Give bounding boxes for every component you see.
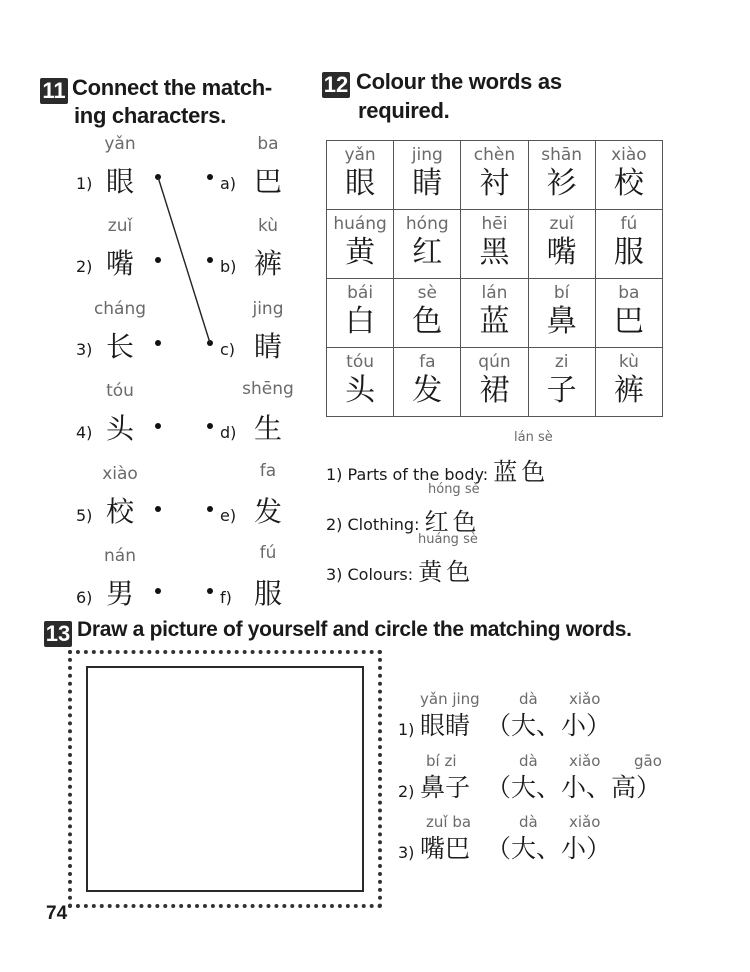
right-letter: c): [220, 340, 236, 359]
cell-char: 睛: [412, 166, 443, 201]
cell-char: 裤: [613, 373, 644, 408]
cell-char: 黑: [479, 235, 510, 270]
cell-char: 子: [546, 373, 577, 408]
drawing-area[interactable]: [86, 666, 364, 892]
right-pinyin: jing: [252, 299, 284, 319]
question-1-answer: 蓝色: [493, 458, 550, 486]
choice-pinyin: dà: [519, 690, 538, 708]
choice-pinyin: xiǎo: [569, 752, 601, 770]
exercise-11-title-line1: Connect the match-: [72, 75, 272, 100]
right-letter: f): [220, 588, 232, 607]
page-number: 74: [46, 903, 68, 924]
cell-char: 发: [412, 373, 443, 408]
grid-cell[interactable]: [528, 279, 595, 348]
item-word: 眼睛: [420, 711, 471, 740]
cell-char: 巴: [613, 304, 644, 339]
cell-char: 服: [613, 235, 644, 270]
exercise-13-number: 13: [45, 621, 71, 646]
grid-cell[interactable]: [528, 141, 595, 210]
cell-pinyin: jing: [411, 145, 443, 165]
item-choices[interactable]: （大、小）: [486, 834, 612, 863]
cell-char: 红: [412, 235, 443, 270]
word-pinyin: zuǐ ba: [426, 813, 472, 831]
cell-char: 校: [613, 166, 644, 201]
grid-cell[interactable]: [327, 210, 394, 279]
cell-char: 白: [345, 304, 376, 339]
left-pinyin: nán: [104, 546, 136, 566]
grid-cell[interactable]: [327, 141, 394, 210]
left-char: 校: [105, 495, 134, 528]
grid-cell[interactable]: [394, 141, 461, 210]
exercise-11-title-line2: ing characters.: [74, 103, 227, 128]
left-char: 眼: [105, 165, 134, 198]
cell-char: 鼻: [546, 304, 577, 339]
cell-char: 黄: [345, 235, 376, 270]
grid-row: [327, 279, 663, 348]
right-pinyin: fa: [259, 461, 277, 481]
grid-cell[interactable]: [595, 210, 662, 279]
grid-cell[interactable]: [461, 141, 528, 210]
cell-pinyin: hēi: [481, 214, 508, 234]
left-pinyin: tóu: [106, 381, 134, 401]
cell-char: 嘴: [546, 235, 577, 270]
left-pinyin: yǎn: [104, 134, 136, 154]
left-number: 3): [76, 340, 93, 359]
cell-pinyin: zi: [554, 352, 569, 372]
grid-cell[interactable]: [528, 210, 595, 279]
right-pinyin: kù: [257, 216, 279, 236]
cell-char: 衬: [479, 166, 510, 201]
item-number: 2): [398, 782, 415, 801]
question-3: [326, 552, 474, 587]
grid-cell[interactable]: [461, 348, 528, 417]
left-number: 4): [76, 423, 93, 442]
grid-cell[interactable]: [461, 279, 528, 348]
question-2-answer: 红色: [424, 508, 481, 536]
right-pinyin: shēng: [242, 379, 294, 399]
cell-char: 眼: [345, 166, 376, 201]
item-number: 1): [398, 720, 415, 739]
right-char: 睛: [253, 330, 282, 363]
grid-cell[interactable]: [327, 279, 394, 348]
cell-pinyin: sè: [417, 283, 437, 303]
exercise-11-number: 11: [40, 78, 68, 104]
grid-cell[interactable]: [394, 210, 461, 279]
left-char: 长: [105, 330, 134, 363]
right-letter: b): [220, 257, 237, 276]
right-pinyin: fú: [259, 543, 277, 563]
left-pinyin: zuǐ: [107, 216, 133, 236]
cell-pinyin: shān: [541, 145, 583, 165]
item-choices[interactable]: （大、小、高）: [486, 773, 662, 802]
cell-char: 色: [412, 304, 443, 339]
left-pinyin: cháng: [93, 299, 147, 319]
cell-pinyin: lán: [481, 283, 508, 303]
question-3-pinyin: huáng sè: [418, 532, 478, 547]
choice-pinyin: dà: [519, 813, 538, 831]
cell-pinyin: hóng: [405, 214, 449, 234]
cell-pinyin: kù: [618, 352, 639, 372]
choice-pinyin: xiǎo: [569, 813, 601, 831]
left-char: 嘴: [105, 247, 134, 280]
grid-cell[interactable]: [461, 210, 528, 279]
grid-cell[interactable]: [394, 348, 461, 417]
grid-cell[interactable]: [528, 348, 595, 417]
left-number: 2): [76, 257, 93, 276]
right-letter: d): [220, 423, 237, 442]
drawing-frame[interactable]: [68, 650, 382, 908]
question-2-pinyin: hóng sè: [428, 482, 480, 497]
right-char: 裤: [253, 247, 282, 280]
grid-row: [327, 141, 663, 210]
cell-pinyin: huáng: [333, 214, 387, 234]
grid-row: [327, 348, 663, 417]
right-char: 生: [253, 412, 282, 445]
character-grid: [326, 140, 663, 417]
right-char: 发: [253, 495, 282, 528]
left-number: 6): [76, 588, 93, 607]
cell-pinyin: ba: [618, 283, 640, 303]
choice-pinyin: xiǎo: [569, 690, 601, 708]
grid-cell[interactable]: [595, 279, 662, 348]
right-char: 巴: [253, 165, 282, 198]
question-1-label: 1) Parts of the body:: [326, 465, 489, 484]
cell-pinyin: chèn: [473, 145, 516, 165]
exercise-12-title-line1: Colour the words as: [356, 69, 562, 94]
grid-row: [327, 210, 663, 279]
right-pinyin: ba: [257, 134, 279, 154]
question-1-pinyin: lán sè: [514, 430, 553, 445]
left-char: 头: [105, 412, 134, 445]
cell-pinyin: fa: [419, 352, 436, 372]
question-3-label: 3) Colours:: [326, 565, 414, 584]
word-pinyin: bí zi: [426, 752, 457, 770]
cell-pinyin: zuǐ: [549, 214, 574, 234]
cell-pinyin: bí: [553, 283, 570, 303]
item-word: 鼻子: [420, 773, 471, 802]
cell-pinyin: tóu: [346, 352, 375, 372]
choice-pinyin: gāo: [634, 752, 662, 770]
question-3-answer: 黄色: [418, 558, 475, 586]
exercise-12-number: 12: [323, 72, 349, 97]
right-char: 服: [253, 577, 282, 610]
question-2-label: 2) Clothing:: [326, 515, 420, 534]
grid-cell[interactable]: [595, 141, 662, 210]
right-letter: e): [220, 506, 237, 525]
cell-pinyin: bái: [347, 283, 374, 303]
left-pinyin: xiào: [102, 464, 138, 484]
cell-char: 蓝: [479, 304, 510, 339]
right-letter: a): [220, 174, 237, 193]
cell-pinyin: fú: [620, 214, 638, 234]
exercise-13-title: Draw a picture of yourself and circle the matching words.: [77, 618, 632, 641]
item-number: 3): [398, 843, 415, 862]
item-word: 嘴巴: [420, 834, 471, 863]
word-pinyin: yǎn jing: [420, 690, 480, 708]
cell-pinyin: xiào: [611, 145, 647, 165]
left-number: 5): [76, 506, 93, 525]
grid-cell[interactable]: [595, 348, 662, 417]
cell-char: 衫: [546, 166, 577, 201]
left-number: 1): [76, 174, 93, 193]
cell-char: 头: [345, 373, 376, 408]
choice-pinyin: dà: [519, 752, 538, 770]
exercise-12-title-line2: required.: [358, 98, 450, 123]
grid-cell[interactable]: [394, 279, 461, 348]
grid-cell[interactable]: [327, 348, 394, 417]
cell-pinyin: yǎn: [344, 145, 376, 165]
cell-pinyin: qún: [478, 352, 511, 372]
left-char: 男: [105, 577, 134, 610]
item-choices[interactable]: （大、小）: [486, 711, 612, 740]
cell-char: 裙: [479, 373, 510, 408]
